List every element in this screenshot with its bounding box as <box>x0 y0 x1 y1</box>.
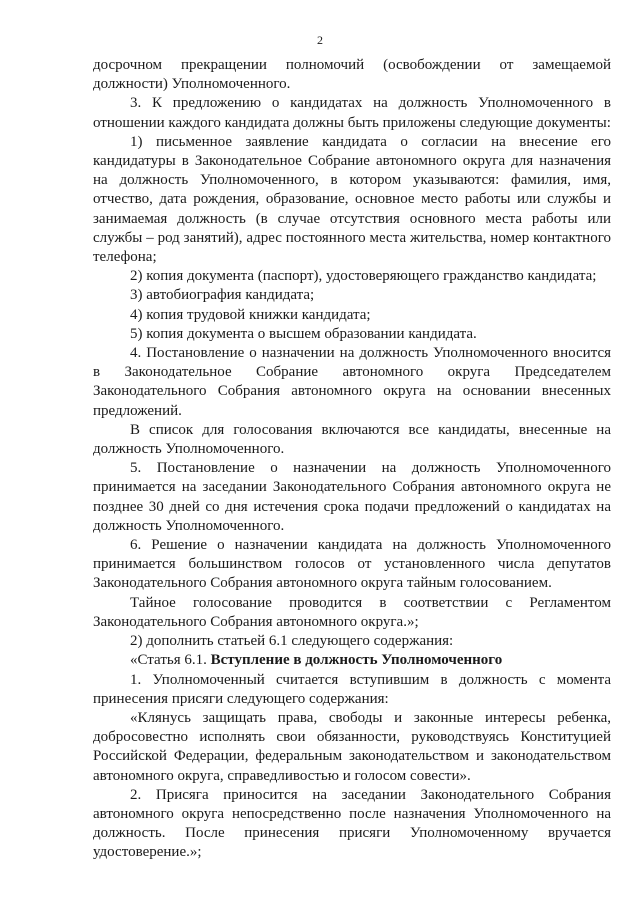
paragraph: 6. Решение о назначении кандидата на должность Уполномоченного принимается большинством голосов от установленного числа депутатов Законодательного Собрания автономного округа тайным голосованием. <box>93 537 611 592</box>
paragraph: досрочном прекращении полномочий (освобождении от замещаемой должности) Уполномоченного. <box>93 57 611 93</box>
paragraph: 4) копия трудовой книжки кандидата; <box>130 306 371 323</box>
paragraph: 2) копия документа (паспорт), удостоверяющего гражданство кандидата; <box>130 268 597 285</box>
paragraph: 3. К предложению о кандидатах на должность Уполномоченного в отношении каждого кандидата должны быть приложены следующие документы: <box>93 95 611 131</box>
paragraph: 5) копия документа о высшем образовании кандидата. <box>130 325 477 342</box>
article-heading <box>93 651 611 670</box>
paragraph: В список для голосования включаются все кандидаты, внесенные на должность Уполномоченного. <box>93 421 611 458</box>
paragraph: 2. Присяга приносится на заседании Законодательного Собрания автономного округа непосредственно после назначения Уполномоченного на должность. После принесения присяги Уполномоченному вручается удостоверение.»; <box>93 786 611 861</box>
paragraph: 3) автобиография кандидата; <box>130 287 315 304</box>
article-number: «Статья 6.1. <box>130 652 211 669</box>
page-number: 2 <box>317 33 323 47</box>
paragraph: 4. Постановление о назначении на должность Уполномоченного вносится в Законодательное Собрание автономного округа Председателем Законодательного Собрания автономного округа на основании внесенных предложений. <box>93 345 611 419</box>
article-title: Вступление в должность Уполномоченного <box>210 652 503 669</box>
paragraph: Тайное голосование проводится в соответствии с Регламентом Законодательного Собрания автономного округа.»; <box>93 594 611 630</box>
oath-text: «Клянусь защищать права, свободы и законные интересы ребенка, добросовестно исполнять свои обязанности, руководствуясь Конституцией Российской Федерации, федеральным законодательством и законодательством автономного округа, справедливостью и голосом совести». <box>93 709 611 784</box>
paragraph: 2) дополнить статьей 6.1 следующего содержания: <box>130 633 454 650</box>
document-body <box>93 56 611 863</box>
paragraph: 5. Постановление о назначении на должность Уполномоченного принимается на заседании Законодательного Собрания автономного округа не позднее 30 дней со дня истечения срока подачи предложений о кандидатах на должность Уполномоченного. <box>93 460 611 534</box>
paragraph: 1) письменное заявление кандидата о согласии на внесение его кандидатуры в Законодательное Собрание автономного округа для назначения на должность Уполномоченного, в котором указываются: фамилия, имя, отчество, дата рождения, образование, основное место работы или службы и занимаемая должность (в случае отсутствия основного места работы или службы – род занятий), адрес постоянного места жительства, номер контактного телефона; <box>93 133 611 266</box>
paragraph: 1. Уполномоченный считается вступившим в должность с момента принесения присяги следующего содержания: <box>93 671 611 707</box>
